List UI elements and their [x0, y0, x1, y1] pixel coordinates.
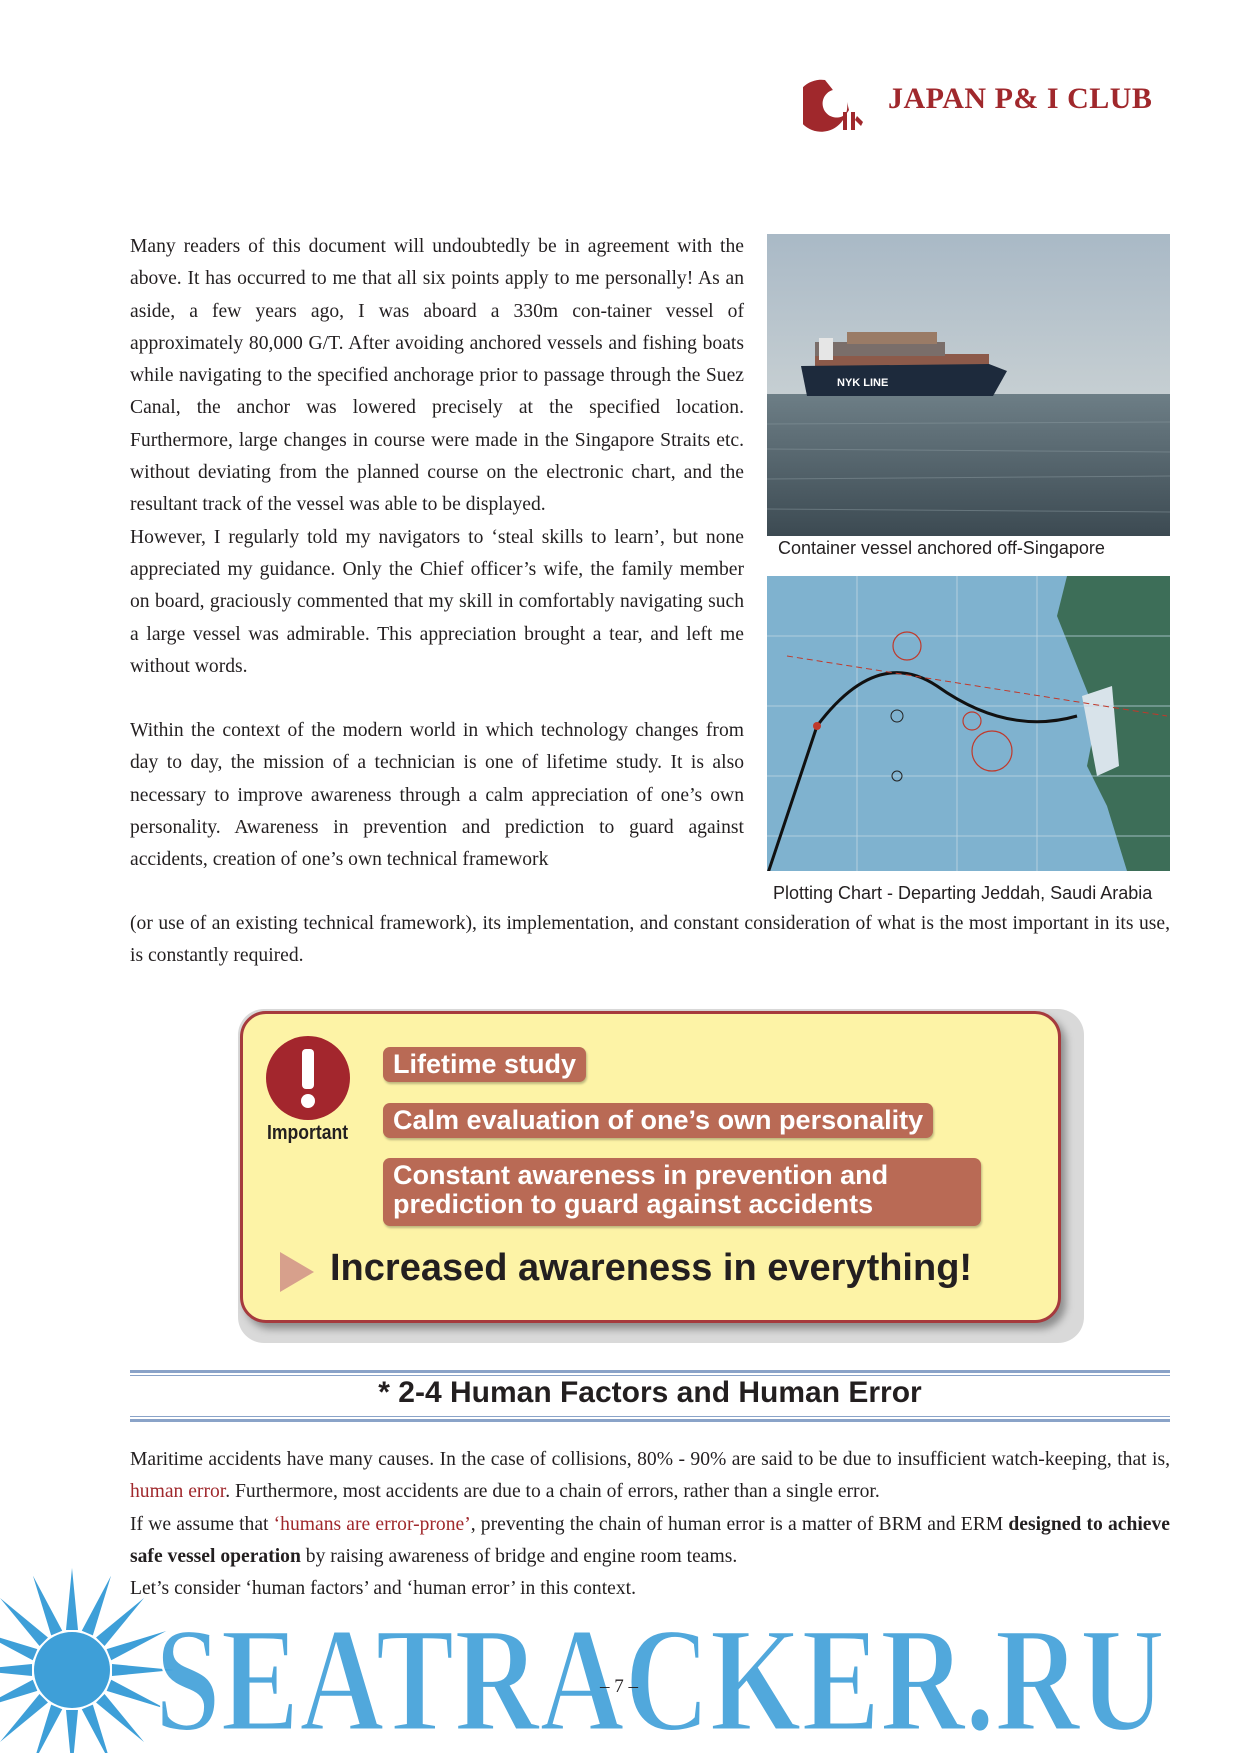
- error-prone-term: ‘humans are error-prone’: [273, 1513, 471, 1535]
- heading-rule-top: [130, 1370, 1170, 1373]
- seatracker-watermark: [0, 1560, 1240, 1753]
- section-paragraph-1: Maritime accidents have many causes. In the case of collisions, 80% - 90% are said to be due to insufficient watch-keeping, that is, human error. Furthermore, most accidents are due to a chain of errors, rather than a single error.: [130, 1449, 1170, 1503]
- intro-paragraph-1: Many readers of this document will undoubtedly be in agreement with the above. It has occurred to me that all six points apply to me personally! As an aside, a few years ago, I was aboard a 330m con-tainer vessel of approximately 80,000 G/T. After avoiding anchored vessels and fishing boats while navigating to the specified anchorage prior to passage through the Suez Canal, the anchor was lowered precisely at the specified location. Furthermore, large changes in course were made in the Singapore Straits etc. without deviating from the planned course on the electronic chart, and the resultant track of the vessel was able to be displayed.: [130, 236, 744, 516]
- important-label: Important: [267, 1122, 349, 1144]
- tech-paragraph-continued: (or use of an existing technical framework), its implementation, and constant consideration of what is the most important in its use, is constantly required.: [130, 913, 1170, 967]
- section-paragraph-3: Let’s consider ‘human factors’ and ‘human error’ in this context.: [130, 1578, 637, 1600]
- section-paragraph-2: If we assume that ‘humans are error-prone’, preventing the chain of human error is a matter of BRM and ERM designed to achieve safe vessel operation by raising awareness of bridge and engine room teams.: [130, 1513, 1170, 1567]
- watermark-text: SEATRACKER.RU: [155, 1597, 1165, 1753]
- club-emblem-icon: [803, 80, 863, 132]
- section-title: * 2-4 Human Factors and Human Error: [378, 1376, 922, 1409]
- important-item-1: Lifetime study: [383, 1047, 586, 1082]
- org-name: JAPAN P& I CLUB: [888, 82, 1153, 115]
- hull-lettering: NYK LINE: [837, 377, 889, 389]
- plotting-chart-photo: [767, 576, 1170, 871]
- logo-badge-text: JAPAN: [831, 90, 851, 96]
- exclamation-icon: [265, 1035, 351, 1121]
- caption-plotting-chart: Plotting Chart - Departing Jeddah, Saudi Arabia: [773, 883, 1153, 903]
- important-headline: Increased awareness in everything!: [330, 1247, 973, 1289]
- play-arrow-icon: [280, 1252, 314, 1292]
- important-item-3: Constant awareness in prevention and prediction to guard against accidents: [383, 1158, 981, 1226]
- sun-icon: [0, 1568, 174, 1753]
- tech-paragraph-column: Within the context of the modern world in which technology changes from day to day, the mission of a technician is one of lifetime study. It is also necessary to improve awareness through a calm appreciation of one’s own personality. Awareness in prevention and prediction to guard against accidents, creation of one’s own technical framework: [130, 720, 744, 871]
- human-error-term: human error: [130, 1481, 226, 1503]
- important-item-2: Calm evaluation of one’s own personality: [383, 1103, 933, 1138]
- container-vessel-photo: [767, 234, 1170, 536]
- caption-container-vessel: Container vessel anchored off-Singapore: [778, 538, 1105, 558]
- page-number: – 7 –: [600, 1676, 638, 1697]
- intro-paragraph-2: However, I regularly told my navigators to ‘steal skills to learn’, but none appreciated my guidance. Only the Chief officer’s wife, the family member on board, graciously commented that my skill in comfortably navigating such a large vessel was admirable. This appreciation brought a tear, and left me without words.: [130, 526, 744, 677]
- intro-column: [130, 231, 744, 877]
- heading-rule-bottom: [130, 1419, 1170, 1422]
